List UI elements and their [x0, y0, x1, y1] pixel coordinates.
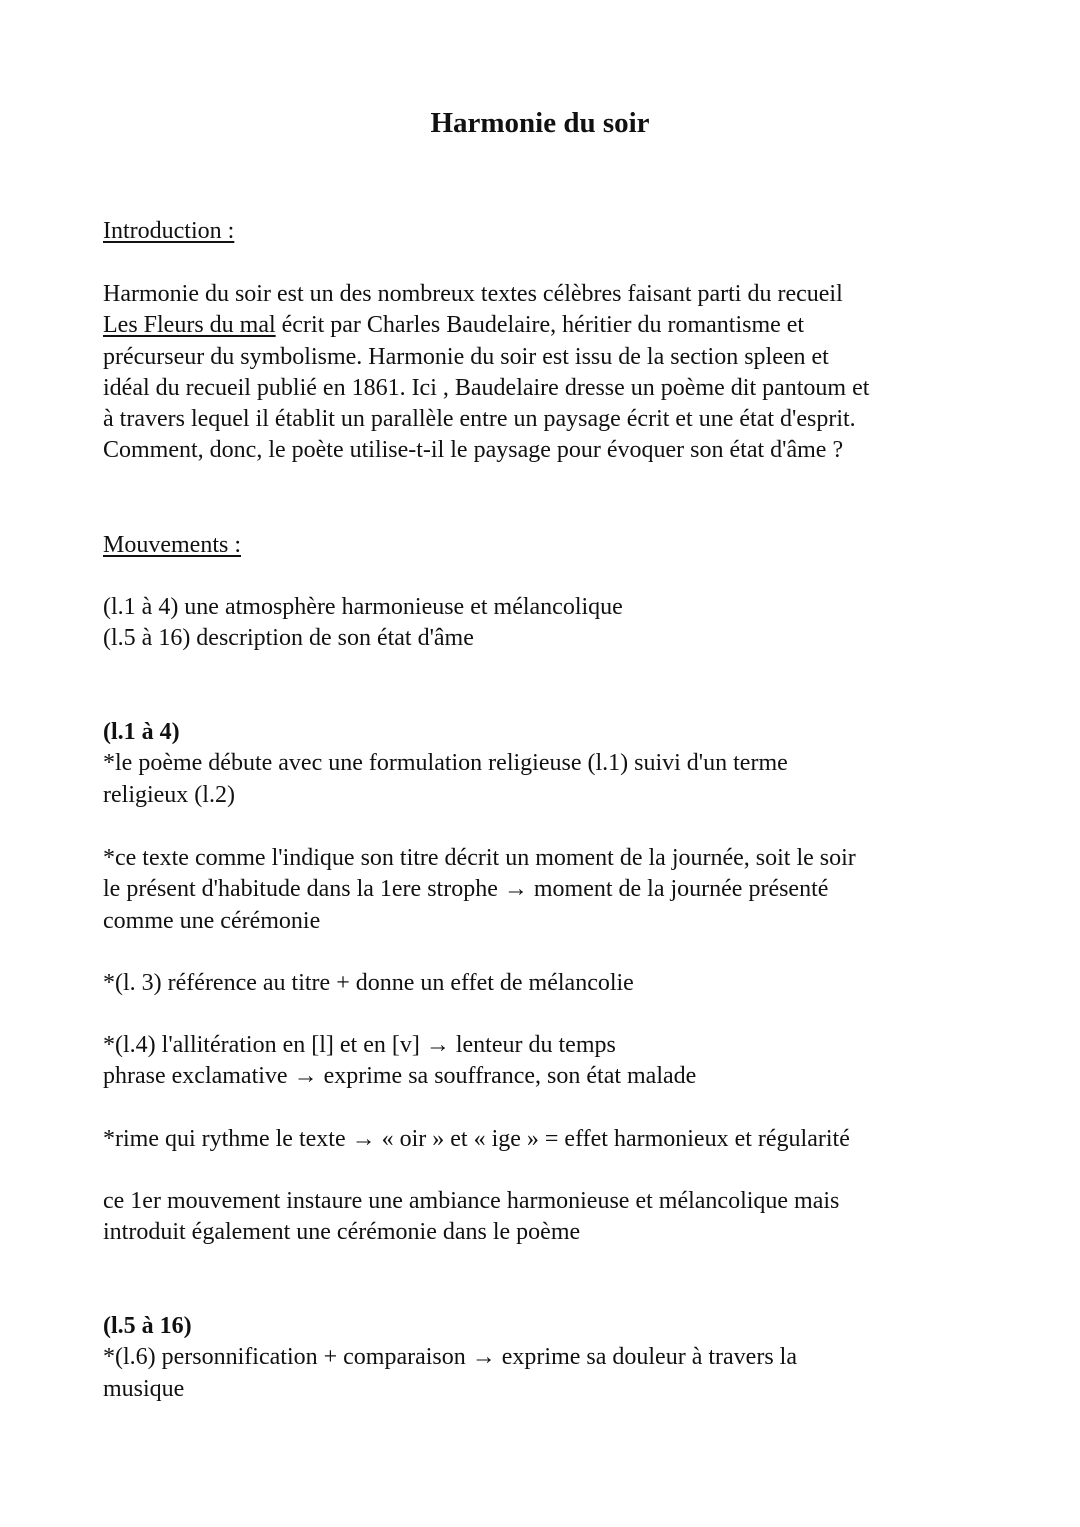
intro-line: Harmonie du soir est un des nombreux textes célèbres faisant parti du recueil	[103, 281, 843, 307]
section1-line: *(l.4) l'allitération en [l] et en [v] → lenteur du temps	[103, 1032, 616, 1058]
section1-line: *le poème débute avec une formulation religieuse (l.1) suivi d'un terme	[103, 750, 788, 777]
section1	[103, 717, 1003, 811]
intro-line: Comment, donc, le poète utilise-t-il le paysage pour évoquer son état d'âme ?	[103, 437, 844, 464]
mouvements-list	[103, 592, 1003, 655]
section1-point	[103, 968, 1003, 999]
section1-point	[103, 843, 1003, 937]
section2-heading: (l.5 à 16)	[103, 1313, 192, 1339]
section1-conclusion	[103, 1186, 1003, 1249]
mouvement-item: (l.5 à 16) description de son état d'âme	[103, 625, 474, 652]
section2-line: *(l.6) personnification + comparaison → exprime sa douleur à travers la	[103, 1344, 797, 1371]
section1-line: le présent d'habitude dans la 1ere strophe → moment de la journée présenté	[103, 876, 829, 903]
section1-line: comme une cérémonie	[103, 907, 321, 934]
intro-line: idéal du recueil publié en 1861. Ici , Baudelaire dresse un poème dit pantoum et	[103, 374, 870, 401]
section1-point	[103, 1124, 1003, 1155]
intro-line	[103, 310, 1003, 341]
mouvements-heading-block	[103, 530, 1003, 561]
section2-line: musique	[103, 1375, 185, 1402]
intro-line: à travers lequel il établit un parallèle entre un paysage écrit et une état d'esprit.	[103, 406, 856, 433]
section1-line: *ce texte comme l'indique son titre décrit un moment de la journée, soit le soir	[103, 845, 856, 871]
intro-heading-block	[103, 216, 1003, 247]
section1-point	[103, 1030, 1003, 1093]
section1-line: phrase exclamative → exprime sa souffrance, son état malade	[103, 1063, 697, 1090]
document-title: Harmonie du soir	[430, 107, 650, 139]
section1-heading: (l.1 à 4)	[103, 719, 180, 745]
section1-line: *(l. 3) référence au titre + donne un effet de mélancolie	[103, 970, 634, 996]
section1-line: religieux (l.2)	[103, 781, 235, 808]
section1-line: *rime qui rythme le texte → « oir » et « ige » = effet harmonieux et régularité	[103, 1126, 850, 1152]
mouvement-item: (l.1 à 4) une atmosphère harmonieuse et mélancolique	[103, 594, 623, 620]
intro-paragraph	[103, 279, 1003, 467]
intro-line: précurseur du symbolisme. Harmonie du soir est issu de la section spleen et	[103, 343, 829, 370]
section2	[103, 1311, 1003, 1405]
book-title: Les Fleurs du mal	[103, 312, 276, 339]
mouvements-heading: Mouvements :	[103, 532, 241, 558]
section1-line: ce 1er mouvement instaure une ambiance harmonieuse et mélancolique mais	[103, 1188, 840, 1214]
intro-heading: Introduction :	[103, 218, 235, 244]
section1-line: introduit également une cérémonie dans le poème	[103, 1219, 581, 1246]
intro-line-rest: écrit par Charles Baudelaire, héritier du romantisme et	[275, 312, 805, 339]
